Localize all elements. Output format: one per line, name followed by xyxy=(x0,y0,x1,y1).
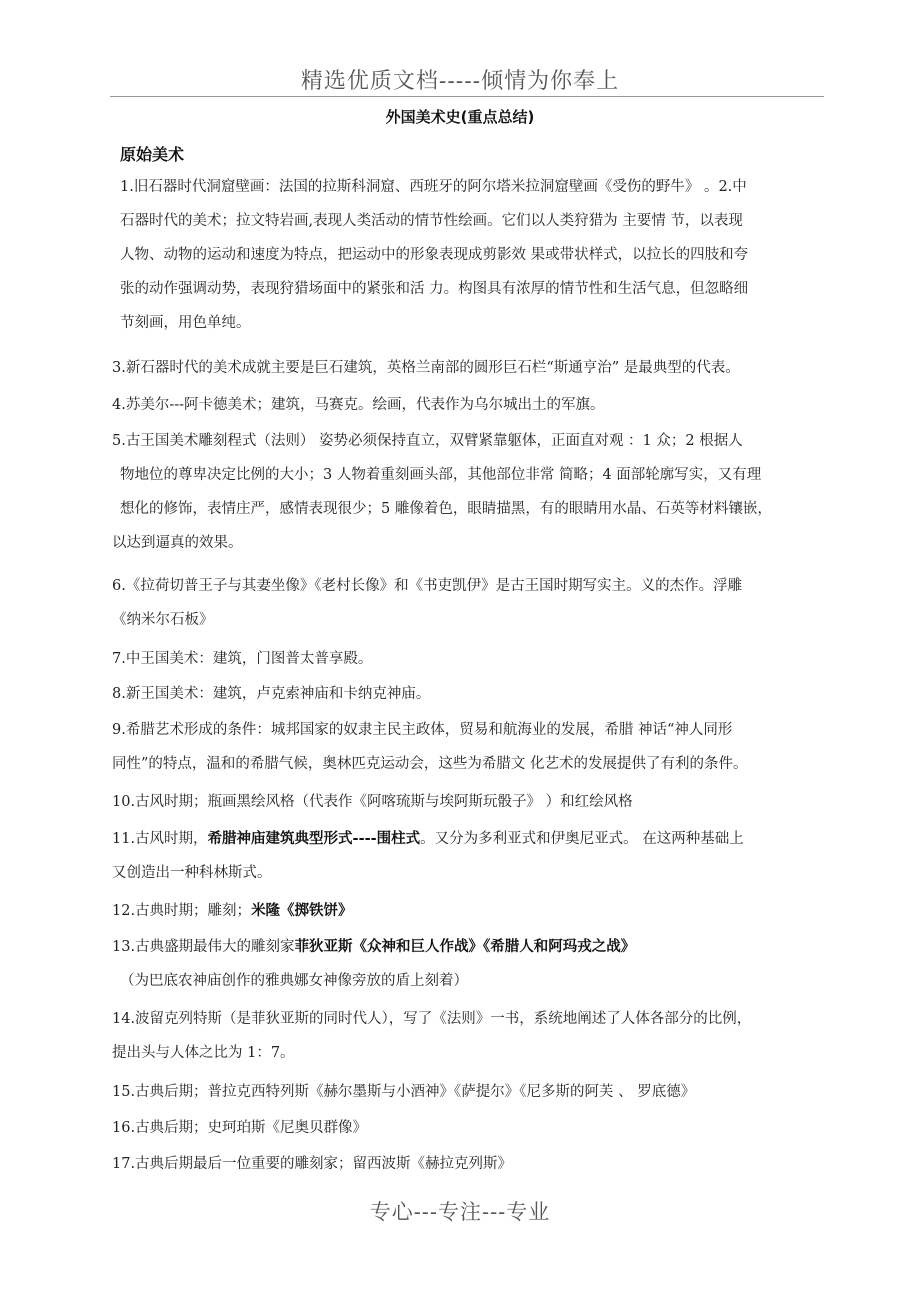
bold-emphasis: 米隆《掷铁饼》 xyxy=(251,903,353,919)
paragraph-item-13 xyxy=(112,930,828,998)
paragraph-item-6 xyxy=(112,569,828,637)
text-line: 节刻画，用色单纯。 xyxy=(120,315,251,331)
text-line: 物地位的尊卑决定比例的大小；3 人物着重刻画头部，其他部位非常 简略；4 面部轮廓写实，又有理 xyxy=(120,467,762,483)
text-line xyxy=(112,822,828,856)
text-line: 《纳米尔石板》 xyxy=(112,612,214,628)
paragraph-item-14 xyxy=(112,1002,828,1070)
text-line: 15.古典后期；普拉克西特列斯《赫尔墨斯与小酒神》《萨提尔》《尼多斯的阿芙 、 罗底德》 xyxy=(112,1084,696,1100)
item-prefix: 12.古典时期；雕刻； xyxy=(112,903,252,919)
text-line: 提出头与人体之比为 1：7。 xyxy=(112,1045,295,1061)
text-line: 14.波留克列特斯（是菲狄亚斯的同时代人），写了《法则》一书，系统地阐述了人体各部分的比例， xyxy=(112,1011,752,1027)
text-line: 想化的修饰，表情庄严，感情表现很少；5 雕像着色，眼睛描黑，有的眼睛用水晶、石英等材料镶嵌， xyxy=(120,501,772,517)
text-line: 石器时代的美术；拉文特岩画,表现人类活动的情节性绘画。它们以人类狩猎为 主要情 节，以表现 xyxy=(120,213,743,229)
text-line: （为巴底农神庙创作的雅典娜女神像旁放的盾上刻着） xyxy=(120,973,468,989)
paragraph-item-10 xyxy=(112,785,828,819)
text-line: 6.《拉荷切普王子与其妻坐像》《老村长像》和《书吏凯伊》是古王国时期写实主。义的杰作。浮雕 xyxy=(112,578,743,594)
paragraph-item-5 xyxy=(112,424,828,560)
text-line: 张的动作强调动势，表现狩猎场面中的紧张和活 力。构图具有浓厚的情节性和生活气息，但忽略细 xyxy=(120,281,749,297)
paragraph-item-11 xyxy=(112,822,828,890)
text-line: 以达到逼真的效果。 xyxy=(112,535,243,551)
section-heading: 原始美术 xyxy=(120,145,185,164)
paragraph-item-9 xyxy=(112,713,828,781)
page-header: 精选优质文档-----倾情为你奉上 xyxy=(300,69,620,94)
text-line: 又创造出一种科林斯式。 xyxy=(112,865,272,881)
paragraph-item-1 xyxy=(112,170,828,340)
item-prefix: 13.古典盛期最伟大的雕刻家 xyxy=(112,939,295,955)
text-line: 同性”的特点，温和的希腊气候，奥林匹克运动会，这些为希腊文 化艺术的发展提供了有利的条件。 xyxy=(112,756,748,772)
paragraph-item-3 xyxy=(112,351,828,385)
text-line xyxy=(112,894,828,928)
page-footer: 专心---专注---专业 xyxy=(369,1200,551,1224)
paragraph-item-12 xyxy=(112,894,828,928)
text-line: 人物、动物的运动和速度为特点，把运动中的形象表现成剪影效 果或带状样式，以拉长的四肢和夸 xyxy=(120,247,749,263)
paragraph-item-4 xyxy=(112,388,828,422)
header-divider xyxy=(110,96,824,97)
paragraph-item-16 xyxy=(112,1111,828,1145)
document-title: 外国美术史(重点总结) xyxy=(385,108,535,126)
paragraph-item-7 xyxy=(112,642,828,676)
text-line: 17.古典后期最后一位重要的雕刻家；留西波斯《赫拉克列斯》 xyxy=(112,1156,513,1172)
text-line: 7.中王国美术：建筑，门图普太普享殿。 xyxy=(112,651,373,667)
text-line: 1.旧石器时代洞窟壁画：法国的拉斯科洞窟、西班牙的阿尔塔米拉洞窟壁画《受伤的野牛》 。2.中 xyxy=(120,179,747,195)
text-line: 3.新石器时代的美术成就主要是巨石建筑，英格兰南部的圆形巨石栏“斯通亨治” 是最典型的代表。 xyxy=(112,360,740,376)
bold-emphasis: 菲狄亚斯《众神和巨人作战》《希腊人和阿玛戎之战》 xyxy=(294,939,636,955)
text-line: 4.苏美尔---阿卡德美术；建筑，马赛克。绘画，代表作为乌尔城出土的军旗。 xyxy=(112,397,605,413)
text-line: 16.古典后期；史珂珀斯《尼奥贝群像》 xyxy=(112,1120,368,1136)
text-line: 9.希腊艺术形成的条件：城邦国家的奴隶主民主政体，贸易和航海业的发展，希腊 神话“神人同形 xyxy=(112,722,733,738)
bold-emphasis: 希腊神庙建筑典型形式----围柱式 xyxy=(207,831,421,847)
text-line xyxy=(112,930,828,964)
paragraph-item-17 xyxy=(112,1147,828,1181)
item-prefix: 11.古风时期， xyxy=(112,831,208,847)
paragraph-item-15 xyxy=(112,1075,828,1109)
text-line: 10.古风时期；瓶画黑绘风格（代表作《阿喀琉斯与埃阿斯玩骰子》 ）和红绘风格 xyxy=(112,794,633,810)
text-line: 8.新王国美术：建筑，卢克索神庙和卡纳克神庙。 xyxy=(112,686,431,702)
text-line: 5.古王国美术雕刻程式（法则） 姿势必须保持直立，双臂紧靠躯体，正面直对观 ：1 众；2 根据人 xyxy=(112,433,743,449)
item-suffix: 。又分为多利亚式和伊奥尼亚式。 在这两种基础上 xyxy=(420,831,744,847)
paragraph-item-8 xyxy=(112,677,828,711)
